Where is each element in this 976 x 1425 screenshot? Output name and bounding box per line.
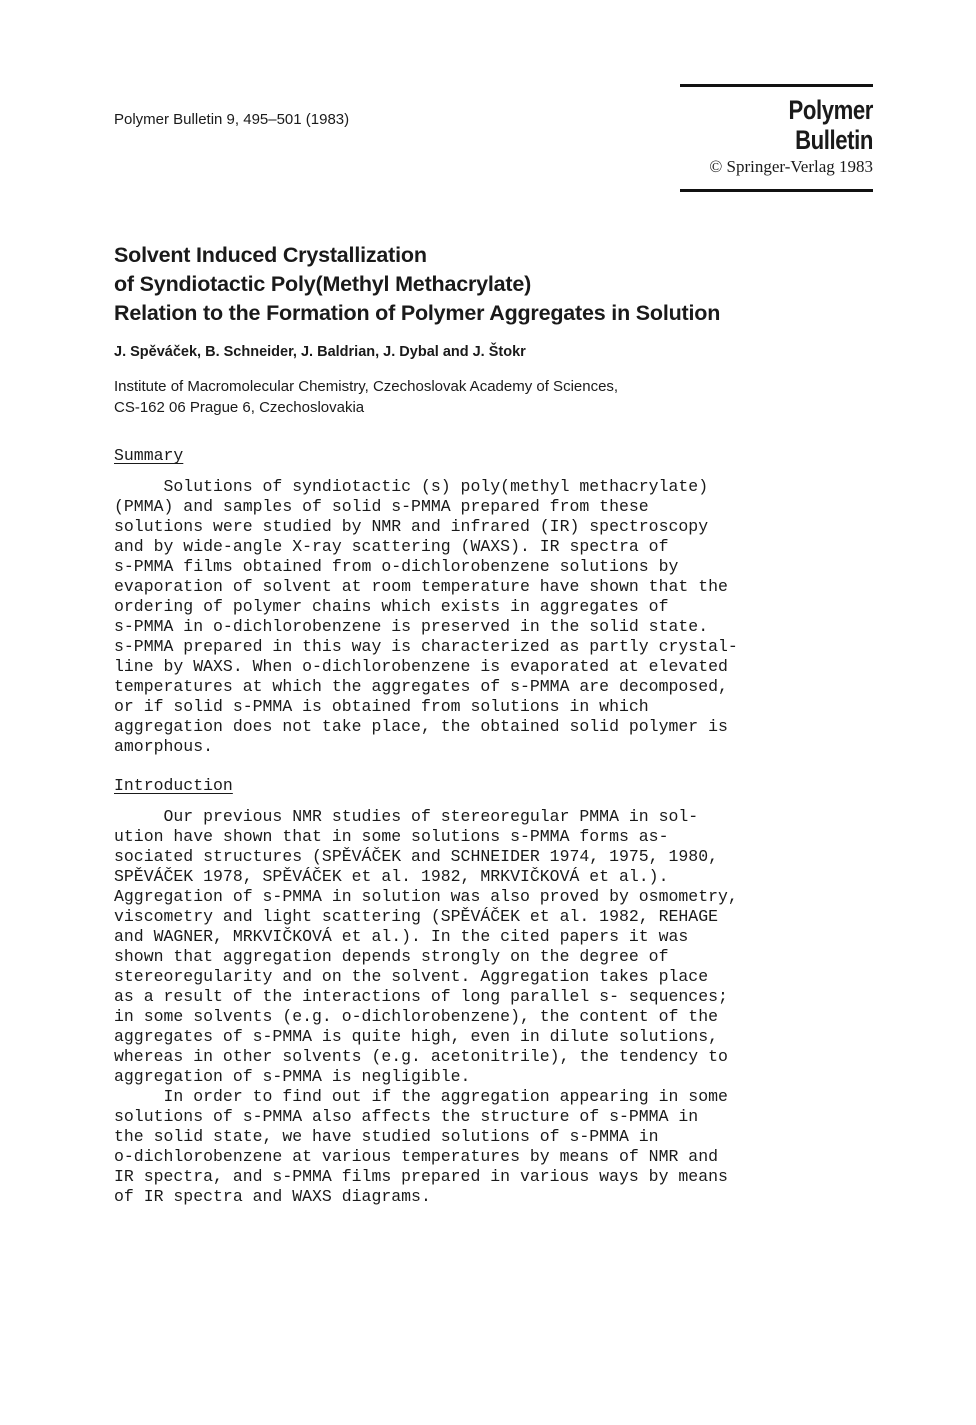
text-line: shown that aggregation depends strongly on the degree of [114, 947, 669, 966]
text-line: aggregation of s-PMMA is negligible. [114, 1067, 471, 1086]
summary-heading: Summary [114, 446, 184, 465]
introduction-text [114, 807, 884, 1207]
author-list: J. Spěváček, B. Schneider, J. Baldrian, J. Dybal and J. Štokr [114, 344, 526, 360]
text-line: of IR spectra and WAXS diagrams. [114, 1187, 431, 1206]
text-line: and by wide-angle X-ray scattering (WAXS). IR spectra of [114, 537, 669, 556]
masthead-bottom-rule [680, 189, 873, 192]
text-line: ordering of polymer chains which exists in aggregates of [114, 597, 669, 616]
text-line: o-dichlorobenzene at various temperatures by means of NMR and [114, 1147, 718, 1166]
title-line: Solvent Induced Crystallization [114, 243, 427, 267]
title-line: of Syndiotactic Poly(Methyl Methacrylate) [114, 272, 532, 296]
affiliation-line: CS-162 06 Prague 6, Czechoslovakia [114, 399, 365, 416]
text-line: Aggregation of s-PMMA in solution was also proved by osmometry, [114, 887, 738, 906]
text-line: s-PMMA films obtained from o-dichlorobenzene solutions by [114, 557, 679, 576]
introduction-heading: Introduction [114, 776, 233, 795]
text-line: (PMMA) and samples of solid s-PMMA prepared from these [114, 497, 649, 516]
text-line: SPĚVÁČEK 1978, SPĚVÁČEK et al. 1982, MRKVIČKOVÁ et al.). [114, 867, 669, 886]
text-line: evaporation of solvent at room temperature have shown that the [114, 577, 728, 596]
text-line: s-PMMA prepared in this way is characterized as partly crystal- [114, 637, 738, 656]
masthead-top-rule [680, 84, 873, 87]
affiliation-line: Institute of Macromolecular Chemistry, Czechoslovak Academy of Sciences, [114, 378, 619, 395]
journal-name: Polymer Bulletin [788, 95, 873, 155]
text-line: or if solid s-PMMA is obtained from solutions in which [114, 697, 649, 716]
journal-masthead [680, 84, 873, 192]
text-line: whereas in other solvents (e.g. acetonitrile), the tendency to [114, 1047, 728, 1066]
affiliation [114, 376, 618, 418]
journal-citation: Polymer Bulletin 9, 495–501 (1983) [114, 111, 350, 128]
text-line: amorphous. [114, 737, 214, 756]
text-line: Our previous NMR studies of stereoregular PMMA in sol- [114, 807, 699, 826]
text-line: aggregation does not take place, the obtained solid polymer is [114, 717, 728, 736]
text-line: IR spectra, and s-PMMA films prepared in various ways by means [114, 1167, 728, 1186]
text-line: solutions of s-PMMA also affects the structure of s-PMMA in [114, 1107, 699, 1126]
text-line: ution have shown that in some solutions s-PMMA forms as- [114, 827, 669, 846]
text-line: In order to find out if the aggregation appearing in some [114, 1087, 728, 1106]
text-line: the solid state, we have studied solutions of s-PMMA in [114, 1127, 659, 1146]
text-line: aggregates of s-PMMA is quite high, even in dilute solutions, [114, 1027, 718, 1046]
text-line: line by WAXS. When o-dichlorobenzene is evaporated at elevated [114, 657, 728, 676]
text-line: solutions were studied by NMR and infrared (IR) spectroscopy [114, 517, 709, 536]
copyright-notice: © Springer-Verlag 1983 [709, 157, 873, 176]
title-line: Relation to the Formation of Polymer Aggregates in Solution [114, 301, 721, 325]
text-line: temperatures at which the aggregates of s-PMMA are decomposed, [114, 677, 728, 696]
text-line: Solutions of syndiotactic (s) poly(methyl methacrylate) [114, 477, 709, 496]
text-line: in some solvents (e.g. o-dichlorobenzene), the content of the [114, 1007, 718, 1026]
text-line: and WAGNER, MRKVIČKOVÁ et al.). In the cited papers it was [114, 927, 689, 946]
text-line: viscometry and light scattering (SPĚVÁČEK et al. 1982, REHAGE [114, 907, 718, 926]
text-line: as a result of the interactions of long parallel s- sequences; [114, 987, 728, 1006]
article-title [114, 241, 874, 328]
summary-text [114, 477, 884, 757]
text-line: stereoregularity and on the solvent. Aggregation takes place [114, 967, 709, 986]
text-line: s-PMMA in o-dichlorobenzene is preserved in the solid state. [114, 617, 709, 636]
text-line: sociated structures (SPĚVÁČEK and SCHNEIDER 1974, 1975, 1980, [114, 847, 718, 866]
